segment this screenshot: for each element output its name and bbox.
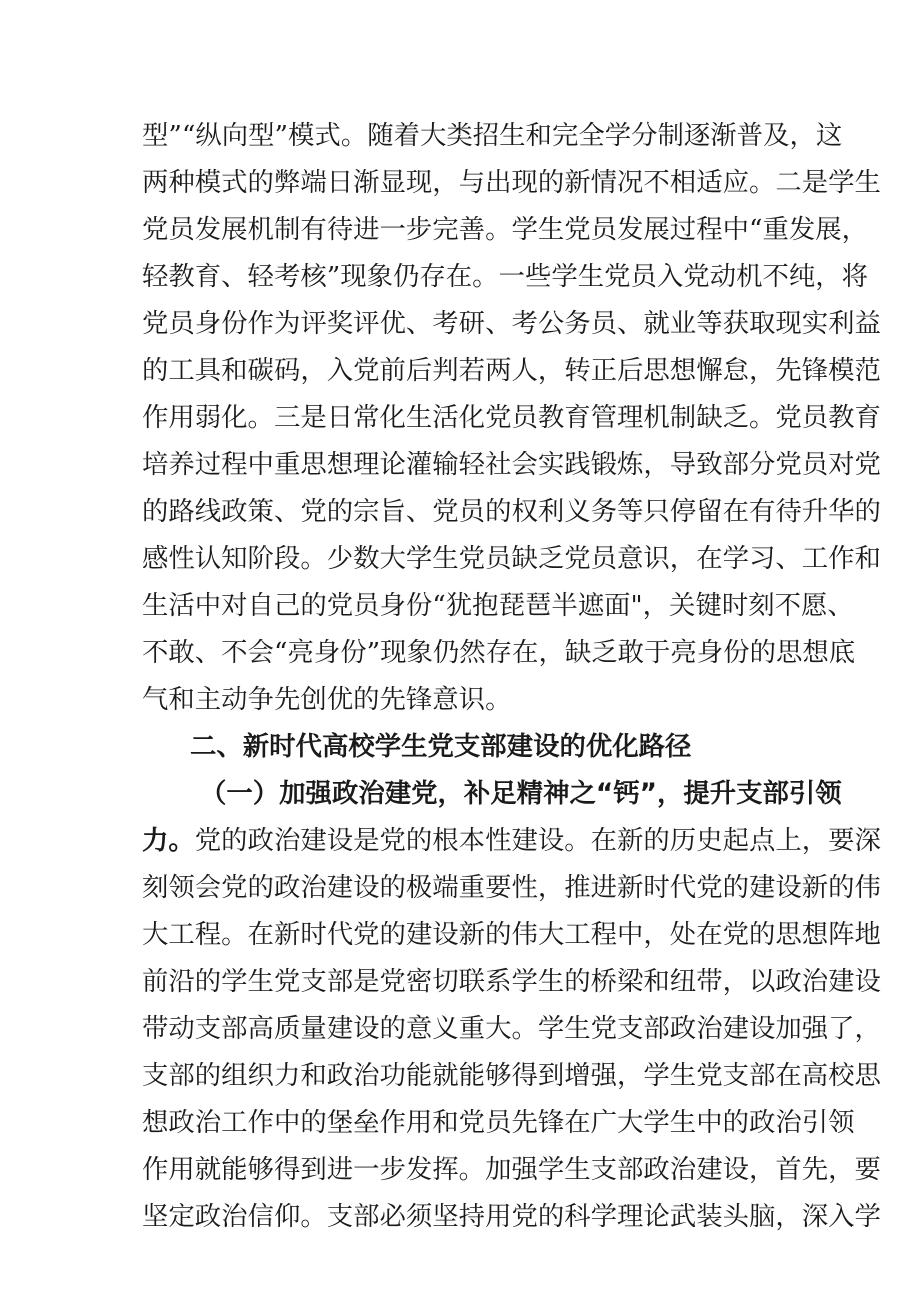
paragraph-line: 作用弱化。三是日常化生活化党员教育管理机制缺乏。党员教育	[142, 402, 881, 433]
paragraph-line: 刻领会党的政治建设的极端重要性，推进新时代党的建设新的伟	[142, 872, 881, 903]
paragraph-line: 想政治工作中的堡垒作用和党员先锋在广大学生中的政治引领	[142, 1107, 855, 1138]
paragraph-line: 两种模式的弊端日渐显现，与出现的新情况不相适应。二是学生	[142, 167, 881, 198]
paragraph-line: 感性认知阶段。少数大学生党员缺乏党员意识，在学习、工作和	[142, 543, 881, 574]
sub-heading-tail: 力。	[142, 825, 195, 856]
paragraph-line: 支部的组织力和政治功能就能够得到增强，学生党支部在高校思	[142, 1060, 881, 1091]
paragraph-line: 轻教育、轻考核”现象仍存在。一些学生党员入党动机不纯，将	[142, 261, 869, 292]
paragraph-line: 坚定政治信仰。支部必须坚持用党的科学理论武装头脑，深入学	[142, 1201, 881, 1232]
paragraph-line: 前沿的学生党支部是党密切联系学生的桥梁和纽带，以政治建设	[142, 966, 881, 997]
section-heading: 二、新时代高校学生党支部建设的优化路径	[190, 731, 692, 762]
paragraph-line: 党员身份作为评奖评优、考研、考公务员、就业等获取现实利益	[142, 308, 881, 339]
paragraph-line: 带动支部高质量建设的意义重大。学生党支部政治建设加强了，	[142, 1013, 881, 1044]
paragraph-line: 型”“纵向型”模式。随着大类招生和完全学分制逐渐普及，这	[142, 120, 843, 151]
paragraph-line: 作用就能够得到进一步发挥。加强学生支部政治建设，首先，要	[142, 1154, 881, 1185]
sub-heading: （一）加强政治建党，补足精神之“钙”，提升支部引领	[200, 778, 842, 809]
paragraph-line	[142, 818, 881, 864]
paragraph-line: 的工具和碳码，入党前后判若两人，转正后思想懈怠，先锋模范	[142, 355, 881, 386]
paragraph-line: 生活中对自己的党员身份“犹抱琵琶半遮面"，关键时刻不愿、	[142, 590, 854, 621]
paragraph-line: 的路线政策、党的宗旨、党员的权利义务等只停留在有待升华的	[142, 496, 881, 527]
paragraph-line: 培养过程中重思想理论灌输轻社会实践锻炼，导致部分党员对党	[142, 449, 881, 480]
paragraph-line: 大工程。在新时代党的建设新的伟大工程中，处在党的思想阵地	[142, 919, 881, 950]
paragraph-line: 不敢、不会“亮身份”现象仍然存在，缺乏敢于亮身份的思想底	[142, 637, 856, 668]
paragraph-text: 党的政治建设是党的根本性建设。在新的历史起点上，要深	[194, 825, 881, 856]
paragraph-line: 气和主动争先创优的先锋意识。	[142, 684, 512, 715]
paragraph-line: 党员发展机制有待进一步完善。学生党员发展过程中“重发展，	[142, 214, 869, 245]
